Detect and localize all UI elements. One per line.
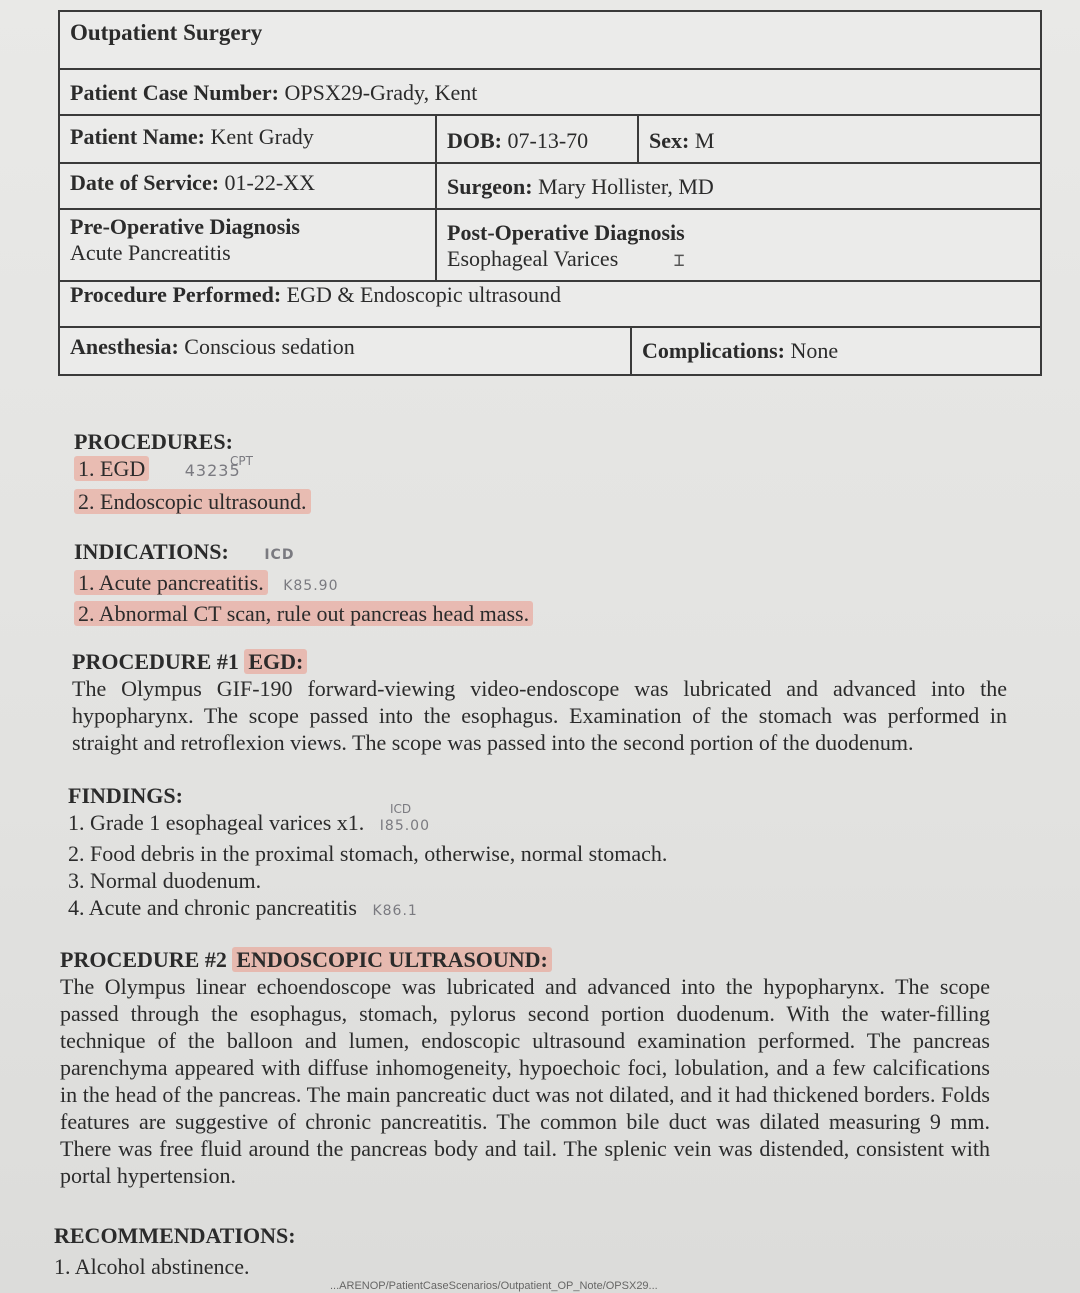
recommendations-section <box>54 1222 654 1280</box>
procedure-1-heading-prefix: PROCEDURE #1 <box>72 649 239 674</box>
indication-1-code: K85.90 <box>283 578 339 594</box>
indications-section <box>74 538 774 627</box>
procedure-performed-label: Procedure Performed: <box>70 282 282 307</box>
text-cursor-icon: ⌶ <box>673 250 685 271</box>
procedure-performed-value: EGD & Endoscopic ultrasound <box>286 282 562 307</box>
surgeon-value: Mary Hollister, MD <box>538 174 714 199</box>
case-number-row <box>60 70 1040 116</box>
indication-item-1: 1. Acute pancreatitis. <box>74 570 268 595</box>
procedure-performed-row <box>60 282 1040 328</box>
procedure-item-1: 1. EGD <box>74 456 149 481</box>
surgeon-label: Surgeon: <box>447 174 533 199</box>
findings-section <box>68 782 868 925</box>
post-op-label: Post-Operative Diagnosis <box>447 220 685 245</box>
procedures-heading: PROCEDURES: <box>74 429 233 454</box>
finding-item-1: 1. Grade 1 esophageal varices x1. <box>68 810 365 835</box>
recommendations-heading: RECOMMENDATIONS: <box>54 1223 296 1248</box>
finding-item-2: 2. Food debris in the proximal stomach, otherwise, normal stomach. <box>68 841 668 866</box>
cpt-note: CPT <box>230 454 253 468</box>
sex-value: M <box>694 128 715 153</box>
finding-item-3: 3. Normal duodenum. <box>68 868 262 893</box>
patient-name-label: Patient Name: <box>70 124 206 149</box>
pre-op-value: Acute Pancreatitis <box>70 240 231 265</box>
procedure-2-heading-prefix: PROCEDURE #2 <box>60 947 227 972</box>
cpt-code: 43235 <box>184 461 241 480</box>
procedures-section <box>74 428 574 515</box>
patient-name-row <box>60 116 1040 164</box>
procedure-2-section <box>60 946 990 1189</box>
findings-icd-note: ICD <box>390 802 412 816</box>
post-op-value: Esophageal Varices <box>447 246 619 271</box>
date-of-service-value: 01-22-XX <box>224 170 315 195</box>
complications-value: None <box>790 338 839 363</box>
complications-label: Complications: <box>642 338 785 363</box>
sex-label: Sex: <box>649 128 690 153</box>
procedure-1-text: The Olympus GIF-190 forward-viewing video-endoscope was lubricated and advanced into the hypopharynx. The scope passed into the esophagus. Examination of the stomach was performed in straight and retroflexion views. The scope was passed into the second portion of the duodenum. <box>72 676 1007 755</box>
indications-heading-line <box>74 538 774 569</box>
dob-value: 07-13-70 <box>507 128 589 153</box>
form-title: Outpatient Surgery <box>70 20 263 45</box>
finding-1-code: I85.00 <box>379 818 430 834</box>
diagnosis-row <box>60 210 1040 282</box>
pre-op-label: Pre-Operative Diagnosis <box>70 214 300 239</box>
footer-url: ...ARENOP/PatientCaseScenarios/Outpatient_OP_Note/OPSX29... <box>330 1280 658 1292</box>
patient-name-value: Kent Grady <box>210 124 314 149</box>
case-number-label: Patient Case Number: <box>70 80 279 105</box>
recommendation-item-1: 1. Alcohol abstinence. <box>54 1254 250 1279</box>
dob-label: DOB: <box>447 128 502 153</box>
procedure-1-heading-highlight: EGD: <box>244 649 307 674</box>
finding-4-code: K86.1 <box>372 903 418 919</box>
date-of-service-label: Date of Service: <box>70 170 220 195</box>
procedure-2-heading-highlight: ENDOSCOPIC ULTRASOUND: <box>232 947 552 972</box>
indication-item-2: 2. Abnormal CT scan, rule out pancreas head mass. <box>74 601 533 626</box>
anesthesia-row <box>60 328 1040 374</box>
anesthesia-label: Anesthesia: <box>70 334 179 359</box>
procedure-item-2: 2. Endoscopic ultrasound. <box>74 489 311 514</box>
date-surgeon-row <box>60 164 1040 210</box>
indications-heading: INDICATIONS: <box>74 539 229 564</box>
form-title-row <box>60 12 1040 70</box>
icd-note: ICD <box>264 547 295 563</box>
procedure-2-text: The Olympus linear echoendoscope was lubricated and advanced into the hypopharynx. The scope passed through the esophagus, stomach, pylorus second portion duodenum. With the water-filling technique of the balloon and lumen, endoscopic ultrasound examination performed. The pancreas parenchyma appeared with diffuse inhomogeneity, hypoechoic foci, lobulation, and a few calcifications in the head of the pancreas. The main pancreatic duct was not dilated, and it had thickened borders. Folds features are suggestive of chronic pancreatitis. The common bile duct was dilated measuring 9 mm. There was free fluid around the pancreas body and tail. The splenic vein was distended, consistent with portal hypertension. <box>60 974 990 1188</box>
case-number-value: OPSX29-Grady, Kent <box>284 80 478 105</box>
finding-item-4: 4. Acute and chronic pancreatitis <box>68 895 357 920</box>
patient-info-form <box>58 10 1042 376</box>
procedure-1-section <box>72 648 1007 756</box>
anesthesia-value: Conscious sedation <box>184 334 355 359</box>
findings-heading: FINDINGS: <box>68 783 183 808</box>
